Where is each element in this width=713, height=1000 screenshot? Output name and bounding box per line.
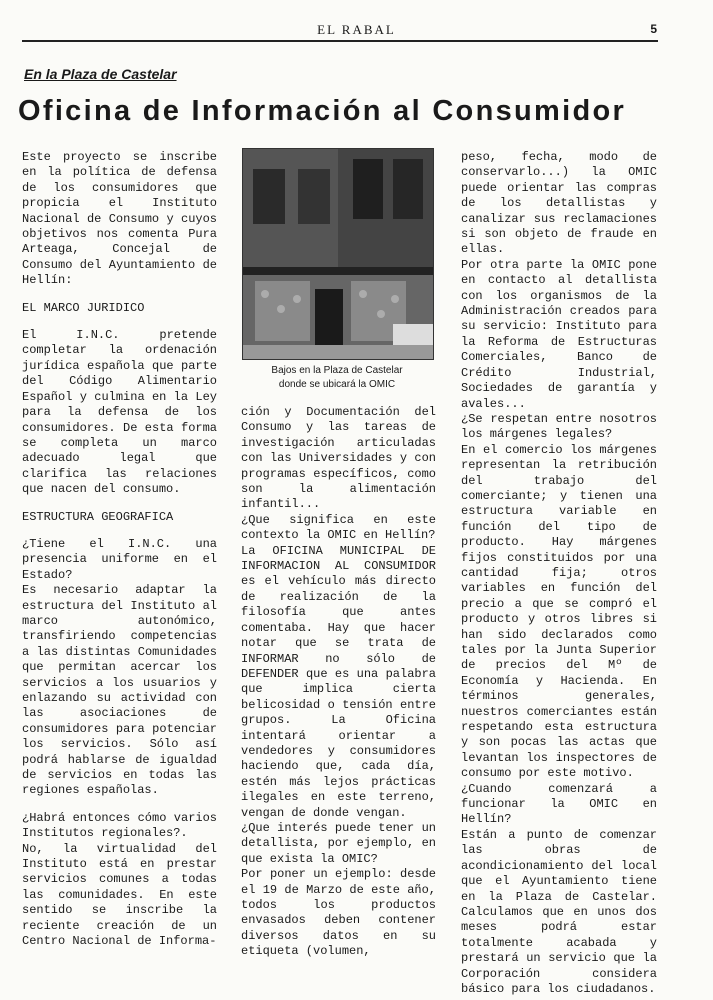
header-rule: [22, 40, 658, 42]
column-1: [22, 150, 217, 950]
section-heading: EL MARCO JURIDICO: [22, 300, 145, 315]
paragraph: ción y Documentación del Consumo y las tareas de investigación articuladas con las Universidades y con programas específicos, como son la alimentación infantil...: [241, 405, 436, 512]
building-photo: [242, 148, 434, 360]
newspaper-title: EL RABAL: [317, 22, 396, 37]
answer: No, la virtualidad del Instituto está en prestar servicios comunes a todas las comunidades. En este sentido se inscribe la reciente creación de un Centro Nacional de Informa-: [22, 841, 217, 949]
headline: Oficina de Información al Consumidor: [18, 95, 627, 127]
question: ¿Que significa en este contexto la OMIC en Hellín?: [241, 512, 436, 543]
question: ¿Habrá entonces cómo varios Institutos regionales?.: [22, 810, 217, 841]
answer: Es necesario adaptar la estructura del Instituto al marco autonómico, transfiriendo competencias a las distintas Comunidades que permitan acercar los servicios a los usuarios y enlazando su actividad con las asociaciones de consumidores para potenciar los servicios. Sólo así podrá hablarse de igualdad de servicios en todas las regiones españolas.: [22, 583, 217, 798]
building-photo-illustration: [243, 149, 433, 359]
paragraph: El I.N.C. pretende completar la ordenación jurídica española que parte del Código Alimentario Español y culmina en la Ley para la defensa de los consumidores. De esta forma se completa un marco adecuado legal que clarifica las relaciones que nacen del consumo.: [22, 328, 217, 497]
caption-line: donde se ubicará la OMIC: [278, 379, 396, 390]
section-label: En la Plaza de Castelar: [24, 66, 177, 82]
answer: Están a punto de comenzar las obras de acondicionamiento del local que el Ayuntamiento tiene en la Plaza de Castelar. Calculamos que en unos dos meses podrá estar totalmente acabada y prestará un servicio que la Corporación considera básico para los ciudadanos.: [461, 827, 657, 996]
question: ¿Cuando comenzará a funcionar la OMIC en Hellín?: [461, 781, 657, 827]
intro-paragraph: Este proyecto se inscribe en la política de defensa de los consumidores que propicia el Instituto Nacional de Consumo y cuyos objetivos nos comenta Pura Arteaga, Concejal de Consumo del Ayuntamiento de Hellín:: [22, 150, 217, 288]
photo-caption: [242, 364, 432, 392]
column-2: [241, 405, 436, 960]
answer: En el comercio los márgenes representan la retribución del trabajo del comerciante; y tienen una estructura variable en función del tipo de producto. Hay márgenes fijos constituidos por una cantidad fija; otros variables en función del precio a que se compró el producto y otros libres si han sido declarados como tales por la Junta Superior de precios del Mº de Economía y Hacienda. En términos generales, nuestros comerciantes están respetando esta estructura y son pocas las actas que levantan los inspectores de consumo por este motivo.: [461, 442, 657, 781]
section-heading: ESTRUCTURA GEOGRAFICA: [22, 509, 174, 524]
question: ¿Que interés puede tener un detallista, por ejemplo, en que exista la OMIC?: [241, 820, 436, 866]
question: ¿Tiene el I.N.C. una presencia uniforme en el Estado?: [22, 536, 217, 582]
answer: La OFICINA MUNICIPAL DE INFORMACION AL CONSUMIDOR es el vehículo más directo de realización de la filosofía que antes comentaba. Hay que hacer notar que se trata de INFORMAR no sólo de DEFENDER que es una palabra que implica cierta belicosidad o tensión entre grupos. La Oficina intentará orientar a vendedores y consumidores haciendo que, cada día, estén más lejos prácticas ilegales en este terreno, vengan de donde vengan.: [241, 543, 436, 820]
caption-line: Bajos en la Plaza de Castelar: [271, 365, 403, 376]
answer: Por poner un ejemplo: desde el 19 de Marzo de este año, todos los productos envasados deben contener diversos datos en su etiqueta (volumen,: [241, 867, 436, 959]
column-3: [461, 150, 657, 997]
paragraph: Por otra parte la OMIC pone en contacto al detallista con los organismos de la Administración creados para su servicio: Instituto para la Reforma de Estructuras Comerciales, Banco de Crédito Industrial, Sociedades de garantía y avales...: [461, 257, 657, 411]
question: ¿Se respetan entre nosotros los márgenes legales?: [461, 411, 657, 442]
paragraph: peso, fecha, modo de conservarlo...) la OMIC puede orientar las compras de los detallistas y canalizar sus reclamaciones si son objeto de fraude en ellas.: [461, 150, 657, 257]
page-number: 5: [650, 22, 657, 36]
